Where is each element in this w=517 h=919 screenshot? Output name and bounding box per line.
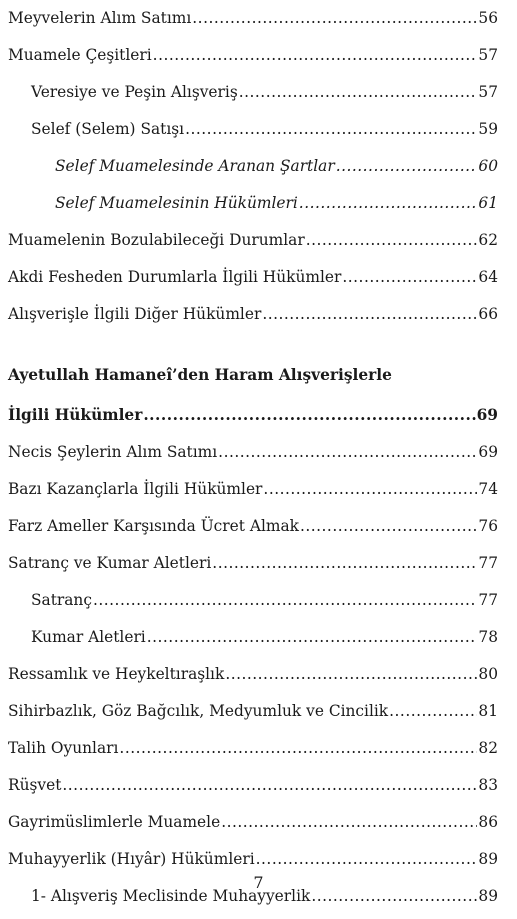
toc-entry-label: Talih Oyunları bbox=[8, 739, 119, 757]
toc-entry[interactable] bbox=[8, 549, 498, 586]
toc-entry-page: 82 bbox=[478, 739, 498, 757]
toc-entry-page: 89 bbox=[478, 887, 498, 905]
toc-entry-page: 76 bbox=[478, 517, 498, 535]
toc-entry-label: Muamele Çeşitleri bbox=[8, 46, 152, 64]
toc-entry[interactable] bbox=[8, 152, 498, 189]
toc-group-b bbox=[8, 438, 498, 919]
toc-entry-page: 77 bbox=[478, 554, 498, 572]
dot-leader bbox=[192, 7, 477, 29]
toc-entry-label: Rüşvet bbox=[8, 776, 62, 794]
dot-leader bbox=[153, 44, 478, 66]
toc-entry[interactable] bbox=[8, 300, 498, 337]
toc-entry-label: Sihirbazlık, Göz Bağcılık, Medyumluk ve Cincilik bbox=[8, 702, 389, 720]
toc-entry[interactable] bbox=[8, 623, 498, 660]
dot-leader bbox=[62, 774, 477, 796]
toc-entry-label: Kumar Aletleri bbox=[31, 628, 146, 646]
toc-entry[interactable] bbox=[8, 660, 498, 697]
dot-leader bbox=[342, 266, 477, 288]
toc-entry-page: 69 bbox=[478, 443, 498, 461]
dot-leader bbox=[300, 515, 477, 537]
toc-entry-label: Bazı Kazançlarla İlgili Hükümler bbox=[8, 480, 263, 498]
toc-entry-label: Farz Ameller Karşısında Ücret Almak bbox=[8, 517, 299, 535]
dot-leader bbox=[221, 811, 477, 833]
toc-entry-page: 57 bbox=[478, 83, 498, 101]
toc-entry[interactable] bbox=[8, 586, 498, 623]
dot-leader bbox=[147, 626, 478, 648]
table-of-contents bbox=[8, 4, 498, 919]
toc-entry[interactable] bbox=[8, 438, 498, 475]
dot-leader bbox=[212, 552, 477, 574]
toc-entry-page: 78 bbox=[478, 628, 498, 646]
toc-entry-label: Meyvelerin Alım Satımı bbox=[8, 9, 192, 27]
dot-leader bbox=[299, 192, 478, 214]
dot-leader bbox=[119, 737, 477, 759]
toc-entry-label: Muamelenin Bozulabileceği Durumlar bbox=[8, 231, 305, 249]
toc-entry-page: 77 bbox=[478, 591, 498, 609]
toc-entry[interactable] bbox=[8, 115, 498, 152]
toc-group-a bbox=[8, 4, 498, 337]
toc-entry-page: 62 bbox=[478, 231, 498, 249]
dot-leader bbox=[256, 848, 478, 870]
dot-leader bbox=[389, 700, 477, 722]
toc-entry-label: Ressamlık ve Heykeltıraşlık bbox=[8, 665, 225, 683]
toc-entry-label: İlgili Hükümler bbox=[8, 406, 143, 424]
toc-entry-page: 80 bbox=[478, 665, 498, 683]
dot-leader bbox=[263, 478, 477, 500]
toc-entry-label: Selef Muamelesinin Hükümleri bbox=[55, 194, 298, 212]
toc-entry[interactable] bbox=[8, 263, 498, 300]
section-heading-text: Ayetullah Hamaneî’den Haram Alışverişlerle bbox=[8, 366, 392, 384]
toc-entry[interactable] bbox=[8, 226, 498, 263]
toc-entry-label: Selef Muamelesinde Aranan Şartlar bbox=[55, 157, 335, 175]
toc-entry[interactable] bbox=[8, 808, 498, 845]
toc-entry-page: 86 bbox=[478, 813, 498, 831]
toc-entry-section-heading[interactable] bbox=[8, 401, 498, 438]
toc-entry[interactable] bbox=[8, 697, 498, 734]
toc-entry-page: 61 bbox=[478, 194, 498, 212]
toc-entry-page: 83 bbox=[478, 776, 498, 794]
dot-leader bbox=[143, 404, 475, 426]
dot-leader bbox=[185, 118, 477, 140]
toc-entry-page: 69 bbox=[476, 406, 498, 424]
dot-leader bbox=[93, 589, 477, 611]
toc-entry[interactable] bbox=[8, 475, 498, 512]
dot-leader bbox=[239, 81, 478, 103]
toc-entry[interactable] bbox=[8, 771, 498, 808]
dot-leader bbox=[336, 155, 478, 177]
dot-leader bbox=[225, 663, 477, 685]
toc-entry[interactable] bbox=[8, 189, 498, 226]
toc-entry-label: Satranç bbox=[31, 591, 92, 609]
dot-leader bbox=[218, 441, 477, 463]
toc-entry-page: 64 bbox=[478, 268, 498, 286]
toc-entry[interactable] bbox=[8, 734, 498, 771]
dot-leader bbox=[306, 229, 478, 251]
toc-entry-page: 81 bbox=[478, 702, 498, 720]
toc-entry[interactable] bbox=[8, 41, 498, 78]
toc-entry[interactable] bbox=[8, 78, 498, 115]
toc-entry-label: Veresiye ve Peşin Alışveriş bbox=[31, 83, 238, 101]
toc-entry-label: Selef (Selem) Satışı bbox=[31, 120, 185, 138]
toc-entry-label: Alışverişle İlgili Diğer Hükümler bbox=[8, 305, 262, 323]
toc-entry-page: 57 bbox=[478, 46, 498, 64]
toc-entry[interactable] bbox=[8, 4, 498, 41]
toc-entry-page: 60 bbox=[478, 157, 498, 175]
toc-entry-label: Satranç ve Kumar Aletleri bbox=[8, 554, 212, 572]
toc-entry-label: Gayrimüslimlerle Muamele bbox=[8, 813, 221, 831]
section-heading bbox=[8, 337, 498, 401]
toc-entry-page: 89 bbox=[478, 850, 498, 868]
toc-entry-page: 56 bbox=[478, 9, 498, 27]
dot-leader bbox=[262, 303, 477, 325]
toc-entry[interactable] bbox=[8, 512, 498, 549]
toc-entry-page: 59 bbox=[478, 120, 498, 138]
toc-entry-label: Necis Şeylerin Alım Satımı bbox=[8, 443, 218, 461]
toc-entry-page: 74 bbox=[478, 480, 498, 498]
toc-entry-label: Muhayyerlik (Hıyâr) Hükümleri bbox=[8, 850, 255, 868]
toc-entry-label: Akdi Fesheden Durumlarla İlgili Hükümler bbox=[8, 268, 342, 286]
toc-entry-label: 1- Alışveriş Meclisinde Muhayyerlik bbox=[31, 887, 311, 905]
page-number: 7 bbox=[253, 873, 264, 892]
toc-entry-page: 66 bbox=[478, 305, 498, 323]
